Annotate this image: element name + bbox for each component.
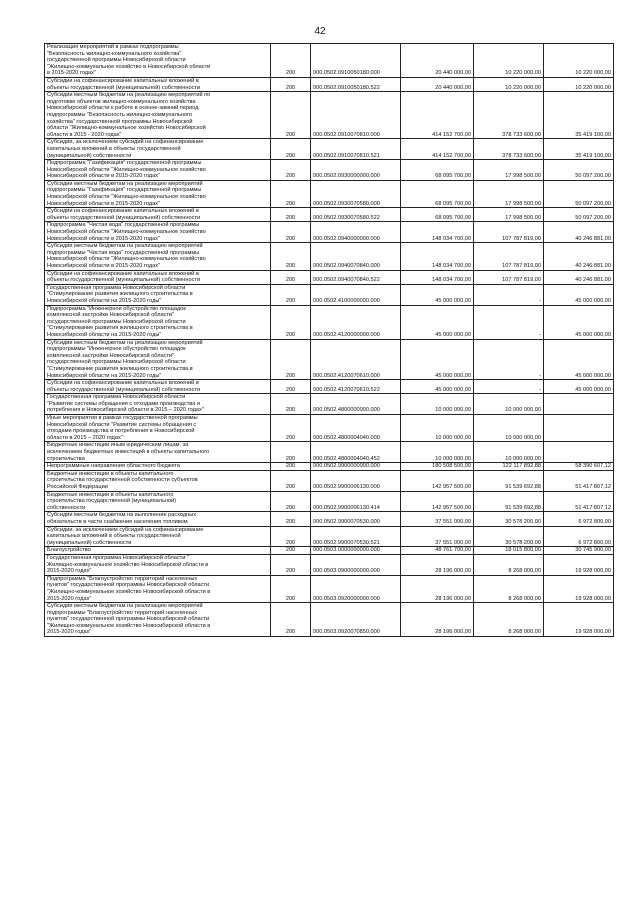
- row-admin-code: 200: [271, 284, 311, 305]
- row-admin-code: 200: [271, 470, 311, 491]
- row-budget-classification-code: 000.0503.0000000000.000: [311, 547, 401, 555]
- table-row: [45, 491, 614, 512]
- row-admin-code: 200: [271, 180, 311, 207]
- row-amount-column-2: 8 268 000,00: [474, 603, 544, 637]
- row-description: Благоустройство: [45, 547, 271, 555]
- row-amount-total: 148 034 700,00: [401, 243, 474, 270]
- row-description: Субсидии на софинансирование капитальных вложений в объекты государственной (муниципальной) собственности: [45, 270, 271, 284]
- row-budget-classification-code: 000.0502.0940070840.522: [311, 270, 401, 284]
- table-row: [45, 380, 614, 394]
- row-description: Субсидии местным бюджетам на реализацию мероприятий по подготовке объектов жилищно-коммунального хозяйства Новосибирской области к работе в осенне-зимний период подпрограммы "Безопасность жилищно-коммунального хозяйства" государственной программы Новосибирской области "Жилищно-коммунальное хозяйство Новосибирской области в 2015 - 2020 годах": [45, 92, 271, 139]
- row-description: Государственная программа Новосибирской области "Развитие системы обращения с отходами производства и потребления в Новосибирской области в 2015 – 2020 годах": [45, 394, 271, 415]
- row-amount-column-2: 107 787 819,00: [474, 222, 544, 243]
- row-amount-column-2: 18 015 800,00: [474, 547, 544, 555]
- row-amount-column-3: 30 745 900,00: [544, 547, 614, 555]
- row-amount-column-3: 35 419 100,00: [544, 92, 614, 139]
- row-amount-column-3: 6 972 800,00: [544, 526, 614, 547]
- row-budget-classification-code: 000.0502.0910050180.000: [311, 44, 401, 78]
- table-row: [45, 305, 614, 339]
- page-number: 42: [314, 26, 326, 37]
- row-amount-total: 45 000 000,00: [401, 339, 474, 380]
- row-amount-column-3: 45 000 000,00: [544, 284, 614, 305]
- row-budget-classification-code: 000.0502.4800004040.000: [311, 415, 401, 442]
- row-amount-total: 45 000 000,00: [401, 305, 474, 339]
- row-amount-column-2: -: [474, 339, 544, 380]
- row-budget-classification-code: 000.0502.4120000000.000: [311, 305, 401, 339]
- row-admin-code: 200: [271, 208, 311, 222]
- row-budget-classification-code: 000.0503.0920070850.000: [311, 603, 401, 637]
- table-row: [45, 394, 614, 415]
- row-amount-column-2: 30 578 200,00: [474, 526, 544, 547]
- row-amount-total: 37 551 000,00: [401, 526, 474, 547]
- row-admin-code: 200: [271, 270, 311, 284]
- row-admin-code: 200: [271, 547, 311, 555]
- row-description: Субсидии, за исключением субсидий на софинансирование капитальных вложений в объекты государственной (муниципальной) собственности: [45, 139, 271, 160]
- row-description: Непрограммные направления областного бюджета: [45, 463, 271, 471]
- row-budget-classification-code: 000.0502.0940000000.000: [311, 222, 401, 243]
- row-budget-classification-code: 000.0502.4100000000.000: [311, 284, 401, 305]
- row-budget-classification-code: 000.0502.4120070610.000: [311, 339, 401, 380]
- row-amount-column-2: 10 000 000,00: [474, 415, 544, 442]
- row-amount-column-2: 122 117 892,88: [474, 463, 544, 471]
- table-row: [45, 160, 614, 181]
- row-amount-column-2: 17 998 500,00: [474, 160, 544, 181]
- row-admin-code: 200: [271, 512, 311, 526]
- row-amount-column-2: 17 998 500,00: [474, 208, 544, 222]
- row-amount-total: 148 034 700,00: [401, 222, 474, 243]
- row-description: Государственная программа Новосибирской области " Жилищно-коммунальное хозяйство Новосибирской области в 2015-2020 годах": [45, 554, 271, 575]
- row-amount-total: 142 957 500,00: [401, 491, 474, 512]
- row-amount-column-2: -: [474, 380, 544, 394]
- row-amount-column-2: 107 787 819,00: [474, 270, 544, 284]
- row-amount-total: 28 196 000,00: [401, 575, 474, 602]
- row-description: Бюджетные инвестиции в объекты капитального строительства государственной (муниципальной) собственности: [45, 491, 271, 512]
- table-row: [45, 575, 614, 602]
- table-row: [45, 243, 614, 270]
- row-admin-code: 200: [271, 243, 311, 270]
- table-row: [45, 44, 614, 78]
- row-admin-code: 200: [271, 442, 311, 463]
- row-description: Иные мероприятия в рамках государственной программы Новосибирской области "Развитие системы обращения с отходами производства и потребления в Новосибирской области в 2015 – 2020 годах": [45, 415, 271, 442]
- row-admin-code: 200: [271, 394, 311, 415]
- row-amount-column-2: -: [474, 284, 544, 305]
- row-budget-classification-code: 000.0502.0940070840.000: [311, 243, 401, 270]
- row-description: Государственная программа Новосибирской области "Стимулирование развития жилищного строительства в Новосибирской области на 2015-2020 годы": [45, 284, 271, 305]
- row-amount-column-3: 51 417 807,12: [544, 491, 614, 512]
- row-description: Субсидии, за исключением субсидий на софинансирование капитальных вложений в объекты государственной (муниципальной) собственности: [45, 526, 271, 547]
- row-amount-total: 45 000 000,00: [401, 380, 474, 394]
- row-budget-classification-code: 000.0502.0910070810.521: [311, 139, 401, 160]
- row-amount-column-3: 19 928 000,00: [544, 575, 614, 602]
- row-admin-code: 200: [271, 415, 311, 442]
- row-amount-column-2: 30 578 200,00: [474, 512, 544, 526]
- row-amount-column-2: 10 000 000,00: [474, 394, 544, 415]
- row-description: Субсидии на софинансирование капитальных вложений в объекты государственной (муниципальной) собственности: [45, 380, 271, 394]
- row-description: Субсидии на софинансирование капитальных вложений в объекты государственной (муниципальной) собственности: [45, 208, 271, 222]
- row-amount-column-3: [544, 442, 614, 463]
- row-description: Подпрограмма "Чистая вода" государственной программы Новосибирской области "Жилищно-коммунальное хозяйство Новосибирской области в 2015-2020 годах": [45, 222, 271, 243]
- row-amount-column-2: 10 220 000,00: [474, 44, 544, 78]
- row-amount-column-3: 40 246 881,00: [544, 243, 614, 270]
- table-row: [45, 77, 614, 91]
- row-amount-total: 68 095 700,00: [401, 160, 474, 181]
- row-admin-code: 200: [271, 222, 311, 243]
- row-amount-column-3: 45 000 000,00: [544, 339, 614, 380]
- table-row: [45, 270, 614, 284]
- row-amount-column-3: 51 417 807,12: [544, 470, 614, 491]
- table-row: [45, 470, 614, 491]
- row-admin-code: 200: [271, 339, 311, 380]
- row-amount-total: 180 508 500,00: [401, 463, 474, 471]
- row-budget-classification-code: 000.0502.9900006130.414: [311, 491, 401, 512]
- row-budget-classification-code: 000.0503.0920000000.000: [311, 575, 401, 602]
- row-amount-column-3: 45 000 000,00: [544, 380, 614, 394]
- row-admin-code: 200: [271, 160, 311, 181]
- row-amount-column-3: [544, 394, 614, 415]
- row-amount-total: 20 440 000,00: [401, 77, 474, 91]
- row-amount-column-3: 50 097 200,00: [544, 208, 614, 222]
- row-admin-code: 200: [271, 380, 311, 394]
- budget-table: [44, 43, 614, 637]
- table-row: [45, 415, 614, 442]
- row-admin-code: 200: [271, 305, 311, 339]
- row-description: Субсидии на софинансирование капитальных вложений в объекты государственной (муниципальной) собственности: [45, 77, 271, 91]
- row-amount-column-3: 10 220 000,00: [544, 77, 614, 91]
- row-amount-total: 68 095 700,00: [401, 208, 474, 222]
- row-amount-column-3: 19 928 000,00: [544, 603, 614, 637]
- row-amount-column-2: 8 268 000,00: [474, 575, 544, 602]
- row-description: Субсидии местным бюджетам на выполнение расходных обязательств в части снабжения населения топливом: [45, 512, 271, 526]
- table-row: [45, 442, 614, 463]
- row-amount-column-3: 6 972 800,00: [544, 512, 614, 526]
- row-amount-column-2: 10 000 000,00: [474, 442, 544, 463]
- row-amount-column-2: 91 539 692,88: [474, 491, 544, 512]
- row-description: Субсидии местным бюджетам на реализацию мероприятий подпрограммы "Чистая вода" государственной программы Новосибирской области "Жилищно-коммунальное хозяйство Новосибирской области в 2015-2020 годах": [45, 243, 271, 270]
- budget-table-body: [45, 44, 614, 637]
- row-amount-column-3: 50 097 200,00: [544, 160, 614, 181]
- row-admin-code: 200: [271, 603, 311, 637]
- row-budget-classification-code: 000.0502.4800000000.000: [311, 394, 401, 415]
- row-admin-code: 200: [271, 575, 311, 602]
- row-description: Реализация мероприятий в рамках подпрограммы "Безопасность жилищно-коммунального хозяйства" государственной программы Новосибирской области "Жилищно-коммунальное хозяйство в Новосибирской области в 2015-2020 годах": [45, 44, 271, 78]
- row-amount-column-3: [544, 415, 614, 442]
- row-amount-column-2: 378 733 600,00: [474, 92, 544, 139]
- table-row: [45, 512, 614, 526]
- row-amount-column-3: 19 928 000,00: [544, 554, 614, 575]
- row-admin-code: 200: [271, 44, 311, 78]
- row-amount-column-2: -: [474, 305, 544, 339]
- row-description: Подпрограмма "Газификация" государственной программы Новосибирской области "Жилищно-коммунальное хозяйство Новосибирской области в 2015-2020 годах": [45, 160, 271, 181]
- row-description: Субсидии местным бюджетам на реализацию мероприятий подпрограммы "Инженерное обустройство площадок комплексной застройки Новосибирской области" государственной программы Новосибирской области "Стимулирование развития жилищного строительства в Новосибирской области на 2015-2020 годы": [45, 339, 271, 380]
- row-amount-total: 28 196 000,00: [401, 603, 474, 637]
- row-amount-column-2: 8 268 000,00: [474, 554, 544, 575]
- row-amount-total: 48 761 700,00: [401, 547, 474, 555]
- row-amount-column-3: 50 097 200,00: [544, 180, 614, 207]
- table-row: [45, 139, 614, 160]
- row-budget-classification-code: 000.0502.0930070580.000: [311, 180, 401, 207]
- row-budget-classification-code: 000.0502.4800004040.452: [311, 442, 401, 463]
- row-amount-total: 414 152 700,00: [401, 92, 474, 139]
- row-description: Субсидии местным бюджетам на реализацию мероприятий подпрограммы "Благоустройство территорий населенных пунктов" государственной программы Новосибирской области "Жилищно-коммунальное хозяйство Новосибирской области в 2015-2020 годах": [45, 603, 271, 637]
- row-amount-column-2: 378 733 600,00: [474, 139, 544, 160]
- row-description: Бюджетные инвестиции иным юридическим лицам, за исключением бюджетных инвестиций в объекты капитального строительства: [45, 442, 271, 463]
- table-row: [45, 603, 614, 637]
- row-amount-total: 10 000 000,00: [401, 415, 474, 442]
- row-budget-classification-code: 000.0503.0900000000.000: [311, 554, 401, 575]
- row-budget-classification-code: 000.0502.0910070810.000: [311, 92, 401, 139]
- row-amount-column-2: 17 998 500,00: [474, 180, 544, 207]
- row-admin-code: 200: [271, 491, 311, 512]
- row-amount-column-2: 10 220 000,00: [474, 77, 544, 91]
- row-amount-total: 142 957 500,00: [401, 470, 474, 491]
- table-row: [45, 554, 614, 575]
- row-amount-total: 148 034 700,00: [401, 270, 474, 284]
- row-amount-column-3: 45 000 000,00: [544, 305, 614, 339]
- row-admin-code: 200: [271, 526, 311, 547]
- row-amount-total: 28 196 000,00: [401, 554, 474, 575]
- row-admin-code: 200: [271, 554, 311, 575]
- row-budget-classification-code: 000.0502.4120070610.522: [311, 380, 401, 394]
- row-amount-column-3: 58 390 607,12: [544, 463, 614, 471]
- table-row: [45, 526, 614, 547]
- row-description: Субсидии местным бюджетам на реализацию мероприятий подпрограммы "Газификация" государственной программы Новосибирской области "Жилищно-коммунальное хозяйство Новосибирской области в 2015-2020 годах": [45, 180, 271, 207]
- table-row: [45, 92, 614, 139]
- row-amount-total: 414 152 700,00: [401, 139, 474, 160]
- row-amount-total: 45 000 000,00: [401, 284, 474, 305]
- row-description: Подпрограмма "Инженерное обустройство площадок комплексной застройки Новосибирской области" государственной программы Новосибирской области "Стимулирование развития жилищного строительства в Новосибирской области на 2015-2020 годы": [45, 305, 271, 339]
- row-amount-column-2: 91 539 692,88: [474, 470, 544, 491]
- row-amount-total: 10 000 000,00: [401, 442, 474, 463]
- table-row: [45, 463, 614, 471]
- row-budget-classification-code: 000.0502.9900006130.000: [311, 470, 401, 491]
- row-admin-code: 200: [271, 92, 311, 139]
- table-row: [45, 284, 614, 305]
- table-row: [45, 222, 614, 243]
- row-budget-classification-code: 000.0502.0930000000.000: [311, 160, 401, 181]
- row-amount-total: 68 095 700,00: [401, 180, 474, 207]
- row-amount-total: 37 551 000,00: [401, 512, 474, 526]
- row-budget-classification-code: 000.0502.0930070580.522: [311, 208, 401, 222]
- row-description: Подпрограмма "Благоустройство территорий населенных пунктов" государственной программы Новосибирской области "Жилищно-коммунальное хозяйство Новосибирской области в 2015-2020 годах": [45, 575, 271, 602]
- row-amount-column-3: 10 220 000,00: [544, 44, 614, 78]
- row-budget-classification-code: 000.0502.9900000000.000: [311, 463, 401, 471]
- row-amount-column-3: 40 246 881,00: [544, 270, 614, 284]
- row-description: Бюджетные инвестиции в объекты капитального строительства государственной собственности субъектов Российской Федерации: [45, 470, 271, 491]
- row-budget-classification-code: 000.0502.9900070530.521: [311, 526, 401, 547]
- row-amount-total: 10 000 000,00: [401, 394, 474, 415]
- row-admin-code: 200: [271, 77, 311, 91]
- table-row: [45, 180, 614, 207]
- row-admin-code: 200: [271, 139, 311, 160]
- row-budget-classification-code: 000.0502.0910050180.522: [311, 77, 401, 91]
- table-row: [45, 208, 614, 222]
- row-amount-column-2: 107 787 819,00: [474, 243, 544, 270]
- row-budget-classification-code: 000.0502.9900070530.000: [311, 512, 401, 526]
- row-amount-column-3: 40 246 881,00: [544, 222, 614, 243]
- row-amount-total: 20 440 000,00: [401, 44, 474, 78]
- table-row: [45, 339, 614, 380]
- row-amount-column-3: 35 419 100,00: [544, 139, 614, 160]
- table-row: [45, 547, 614, 555]
- row-admin-code: 200: [271, 463, 311, 471]
